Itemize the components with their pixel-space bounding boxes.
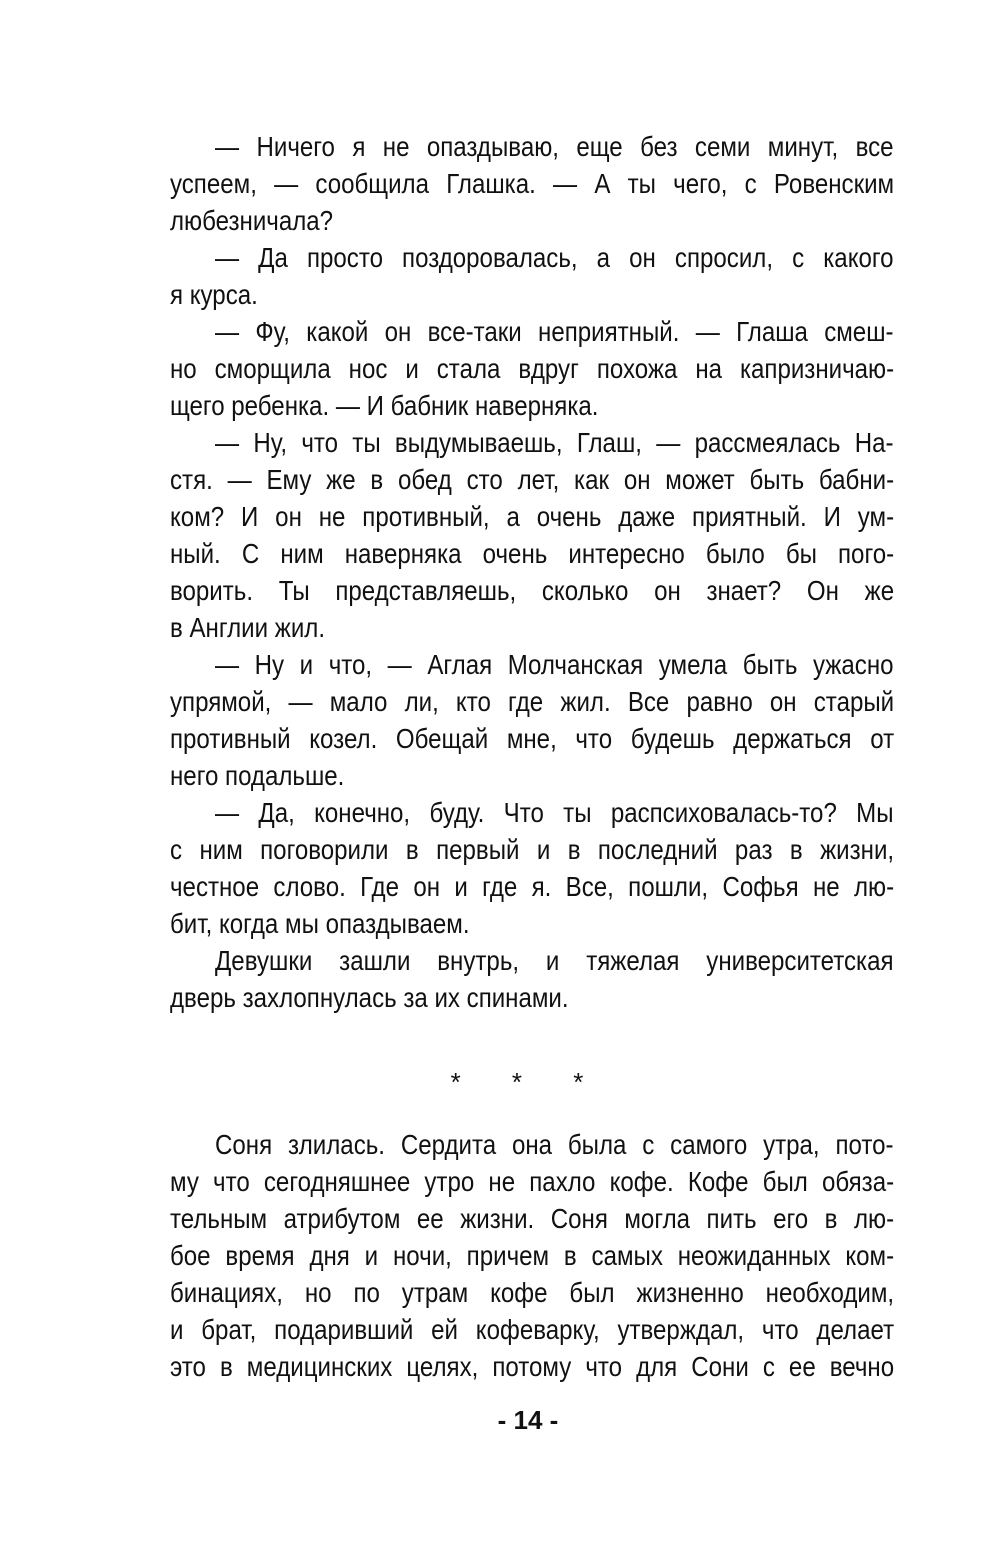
page-number: - 14 - (497, 1405, 559, 1435)
section-separator: * * * (450, 1067, 606, 1097)
text-line: но сморщила нос и стала вдруг похожа на капризничаю- (170, 353, 895, 384)
text-line: му что сегодняшнее утро не пахло кофе. Кофе был обяза- (170, 1166, 895, 1197)
text-line: бинациях, но по утрам кофе был жизненно необходим, (170, 1277, 895, 1308)
text-line: — Ну и что, — Аглая Молчанская умела быть ужасно (215, 649, 894, 680)
text-line: любезничала? (170, 205, 334, 236)
text-line: я курса. (170, 279, 258, 310)
text-line: противный козел. Обещай мне, что будешь держаться от (170, 723, 895, 754)
text-line: упрямой, — мало ли, кто где жил. Все равно он старый (170, 686, 895, 717)
text-line: стя. — Ему же в обед сто лет, как он может быть бабни- (170, 464, 895, 495)
text-line: щего ребенка. — И бабник наверняка. (170, 390, 599, 421)
text-line: с ним поговорили в первый и в последний раз в жизни, (170, 834, 895, 865)
text-line: это в медицинских целях, потому что для Сони с ее вечно (170, 1351, 895, 1382)
text-line: — Да просто поздоровалась, а он спросил, с какого (215, 242, 894, 273)
text-line: Соня злилась. Сердита она была с самого утра, пото- (215, 1129, 894, 1160)
text-line: ворить. Ты представляешь, сколько он знает? Он же (170, 575, 895, 606)
text-line: ный. С ним наверняка очень интересно было бы пого- (170, 538, 895, 569)
text-line: в Англии жил. (170, 612, 326, 643)
text-line: — Ну, что ты выдумываешь, Глаш, — рассмеялась На- (215, 427, 894, 458)
text-line: бое время дня и ночи, причем в самых неожиданных ком- (170, 1240, 895, 1271)
text-line: Девушки зашли внутрь, и тяжелая университетская (215, 945, 894, 976)
text-line: бит, когда мы опаздываем. (170, 908, 470, 939)
text-line: тельным атрибутом ее жизни. Соня могла пить его в лю- (170, 1203, 895, 1234)
text-line: ком? И он не противный, а очень даже приятный. И ум- (170, 501, 895, 532)
text-line: честное слово. Где он и где я. Все, пошли, Софья не лю- (170, 871, 895, 902)
text-line: и брат, подаривший ей кофеварку, утверждал, что делает (170, 1314, 895, 1345)
text-line: — Фу, какой он все-таки неприятный. — Глаша смеш- (215, 316, 894, 347)
text-line: — Да, конечно, буду. Что ты распсиховалась-то? Мы (215, 797, 894, 828)
text-line: успеем, — сообщила Глашка. — А ты чего, с Ровенским (170, 168, 895, 199)
text-line: — Ничего я не опаздываю, еще без семи минут, все (215, 131, 894, 162)
text-line: него подальше. (170, 760, 345, 791)
text-line: дверь захлопнулась за их спинами. (170, 982, 569, 1013)
